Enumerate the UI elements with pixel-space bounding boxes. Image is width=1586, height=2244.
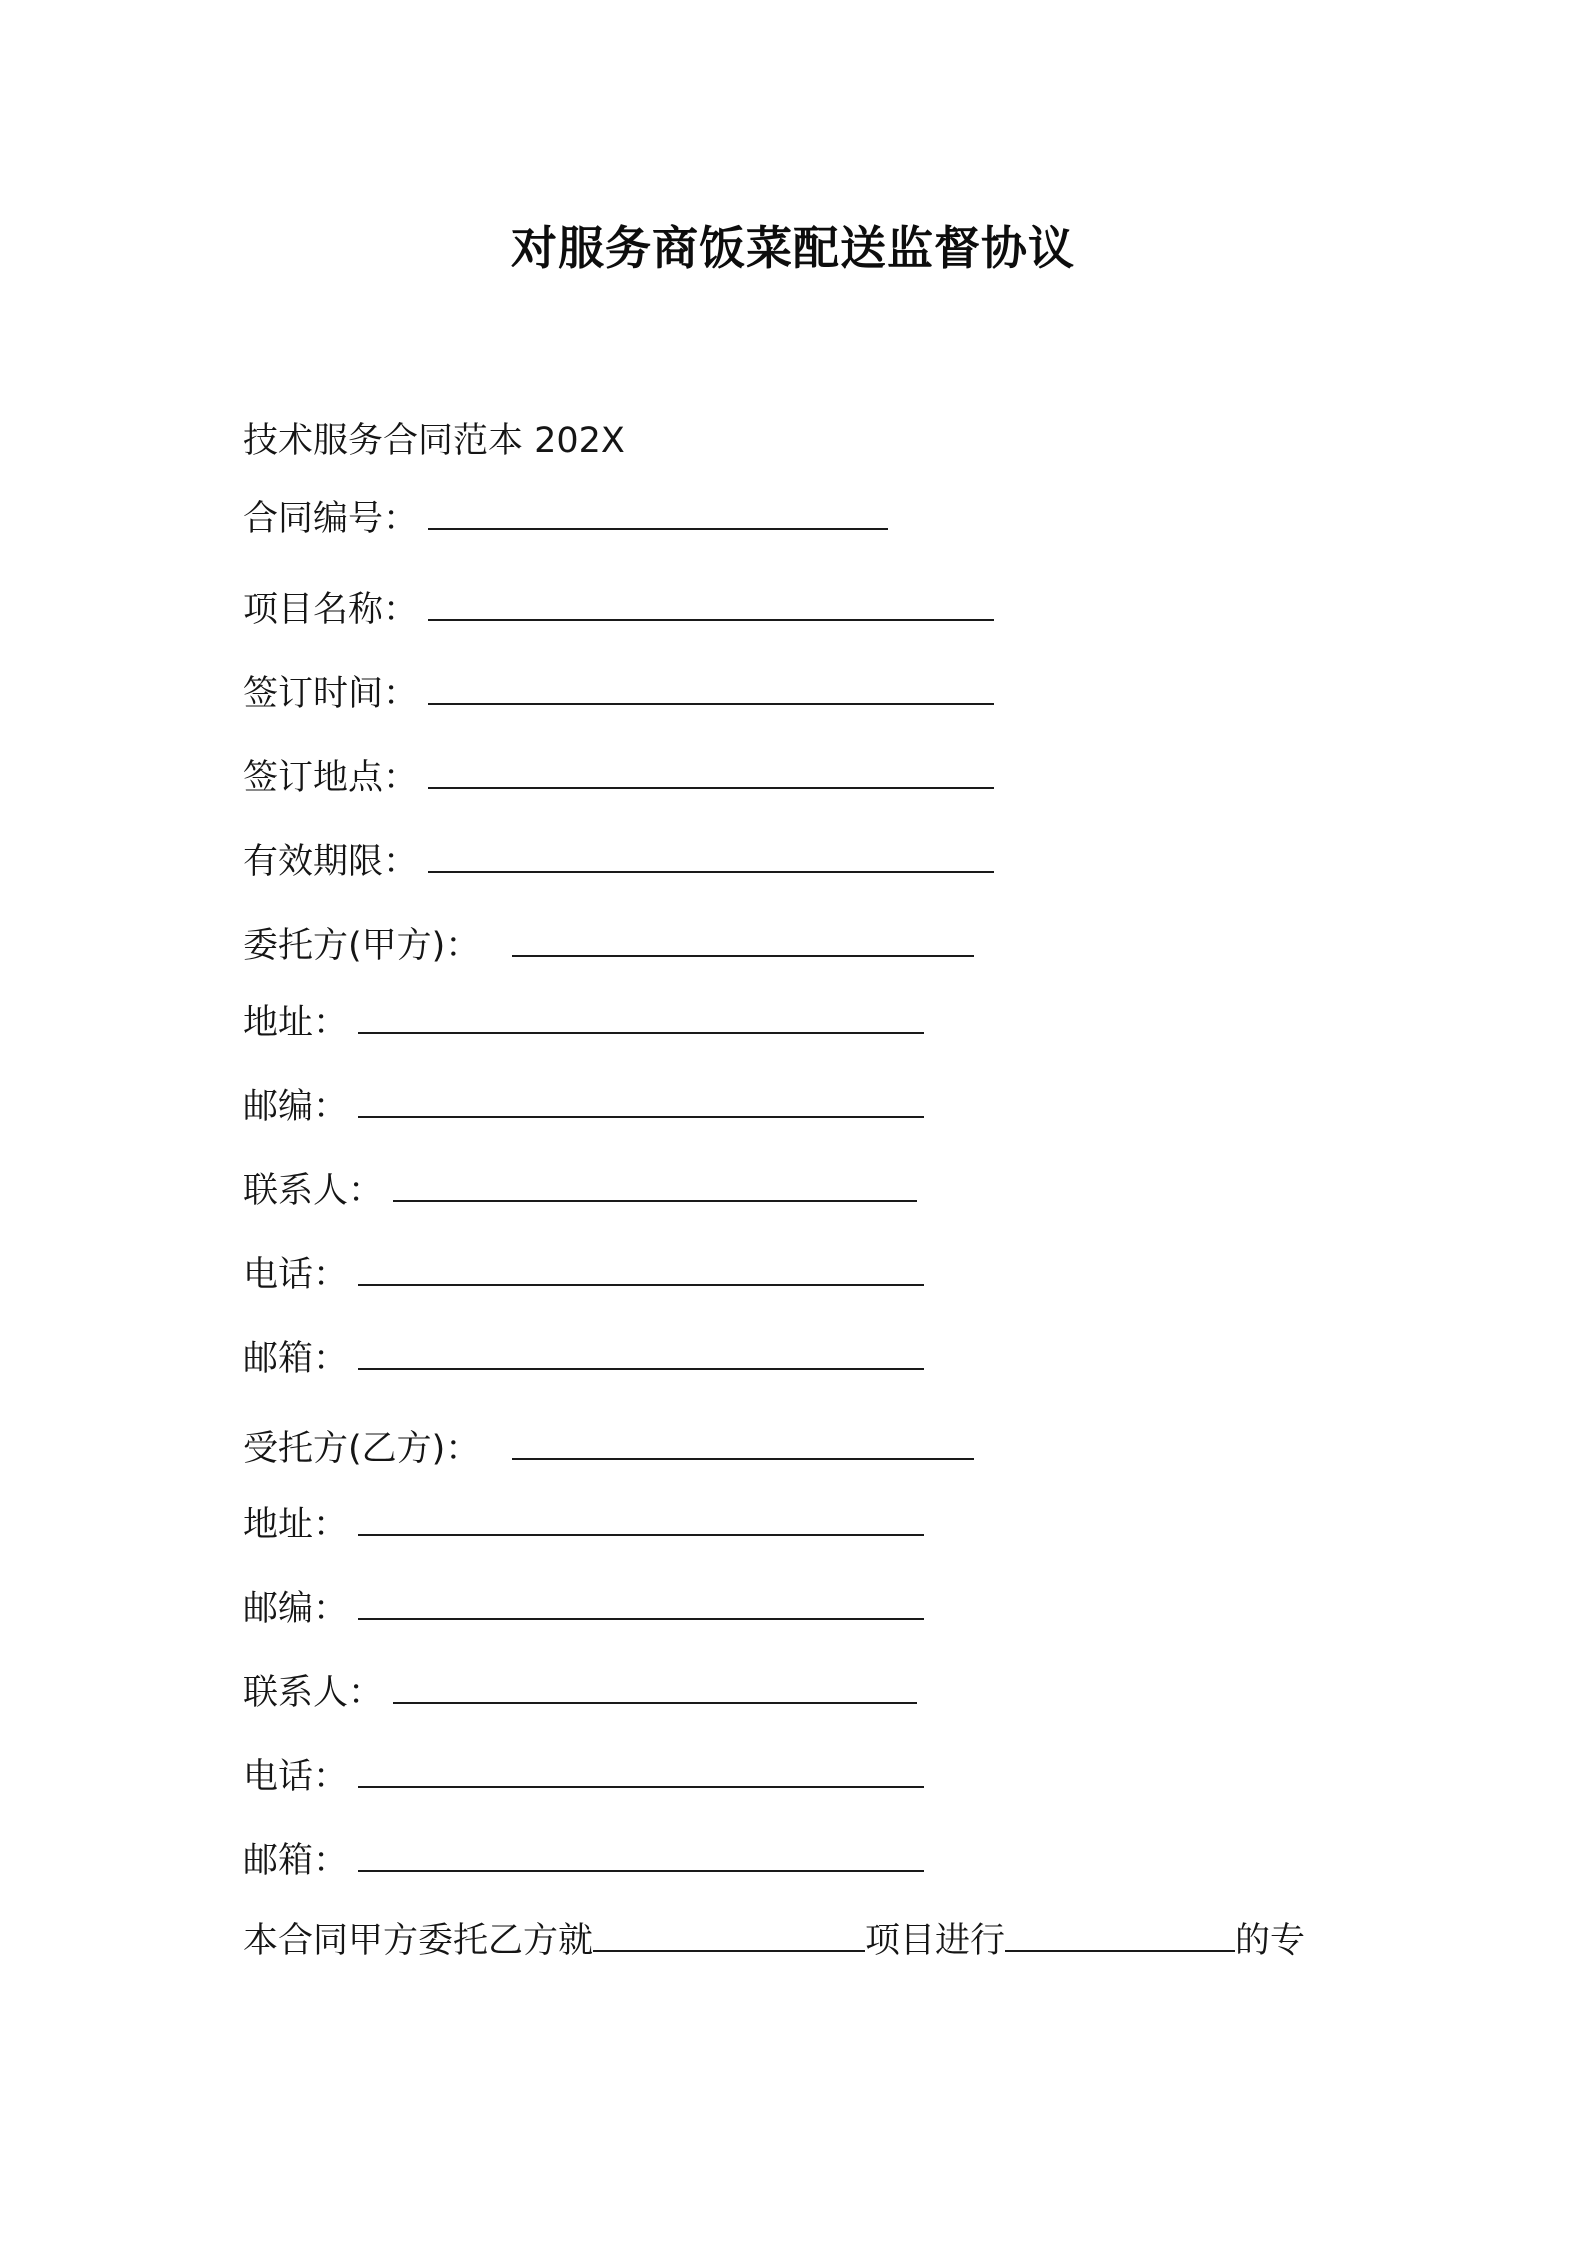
party-b-email — [243, 1836, 924, 1886]
document-title: 对服务商饭菜配送监督协议 — [511, 221, 1075, 275]
party-b-contact — [243, 1668, 917, 1718]
party-a-email — [243, 1334, 924, 1384]
signing-place-blank[interactable] — [428, 757, 994, 789]
party-a-postcode-blank[interactable] — [358, 1086, 924, 1118]
field-label: 电话： — [243, 1255, 349, 1295]
field-label: 签订时间： — [243, 674, 419, 714]
party-b-name-blank[interactable] — [512, 1428, 974, 1460]
party-a-heading — [243, 921, 974, 971]
subtitle-text: 技术服务合同范本 202X — [243, 421, 625, 461]
party-a-label: 委托方(甲方)： — [243, 926, 481, 966]
contract-number-blank[interactable] — [428, 498, 888, 530]
party-b-phone — [243, 1752, 924, 1802]
closing-service-blank[interactable] — [1005, 1920, 1235, 1952]
field-contract-number — [243, 494, 888, 544]
field-label: 合同编号： — [243, 499, 419, 539]
closing-part-2: 项目进行 — [865, 1921, 1006, 1961]
field-validity-period — [243, 837, 994, 887]
field-signing-place — [243, 753, 994, 803]
party-a-address — [243, 998, 924, 1048]
party-b-postcode — [243, 1584, 924, 1634]
party-a-postcode — [243, 1082, 924, 1132]
field-label: 联系人： — [243, 1171, 384, 1211]
party-a-contact-blank[interactable] — [393, 1170, 917, 1202]
party-b-email-blank[interactable] — [358, 1840, 924, 1872]
validity-period-blank[interactable] — [428, 841, 994, 873]
party-b-address — [243, 1500, 924, 1550]
field-project-name — [243, 585, 994, 635]
party-b-label: 受托方(乙方)： — [243, 1429, 481, 1469]
closing-paragraph — [243, 1916, 1305, 1966]
field-label: 有效期限： — [243, 842, 419, 882]
field-label: 邮箱： — [243, 1841, 349, 1881]
closing-part-1: 本合同甲方委托乙方就 — [243, 1921, 594, 1961]
party-a-phone-blank[interactable] — [358, 1254, 924, 1286]
party-a-name-blank[interactable] — [512, 925, 974, 957]
field-label: 签订地点： — [243, 758, 419, 798]
field-label: 邮编： — [243, 1087, 349, 1127]
party-b-postcode-blank[interactable] — [358, 1588, 924, 1620]
field-label: 地址： — [243, 1003, 349, 1043]
closing-part-3: 的专 — [1235, 1921, 1306, 1961]
party-a-address-blank[interactable] — [358, 1002, 924, 1034]
party-b-heading — [243, 1424, 974, 1474]
field-label: 地址： — [243, 1505, 349, 1545]
party-b-phone-blank[interactable] — [358, 1756, 924, 1788]
party-b-address-blank[interactable] — [358, 1504, 924, 1536]
party-a-phone — [243, 1250, 924, 1300]
project-name-blank[interactable] — [428, 589, 994, 621]
signing-time-blank[interactable] — [428, 673, 994, 705]
closing-project-blank[interactable] — [593, 1920, 865, 1952]
party-a-email-blank[interactable] — [358, 1338, 924, 1370]
field-label: 项目名称： — [243, 590, 419, 630]
document-subtitle — [243, 416, 625, 466]
field-label: 联系人： — [243, 1673, 384, 1713]
field-signing-time — [243, 669, 994, 719]
field-label: 邮编： — [243, 1589, 349, 1629]
field-label: 邮箱： — [243, 1339, 349, 1379]
field-label: 电话： — [243, 1757, 349, 1797]
party-a-contact — [243, 1166, 917, 1216]
party-b-contact-blank[interactable] — [393, 1672, 917, 1704]
